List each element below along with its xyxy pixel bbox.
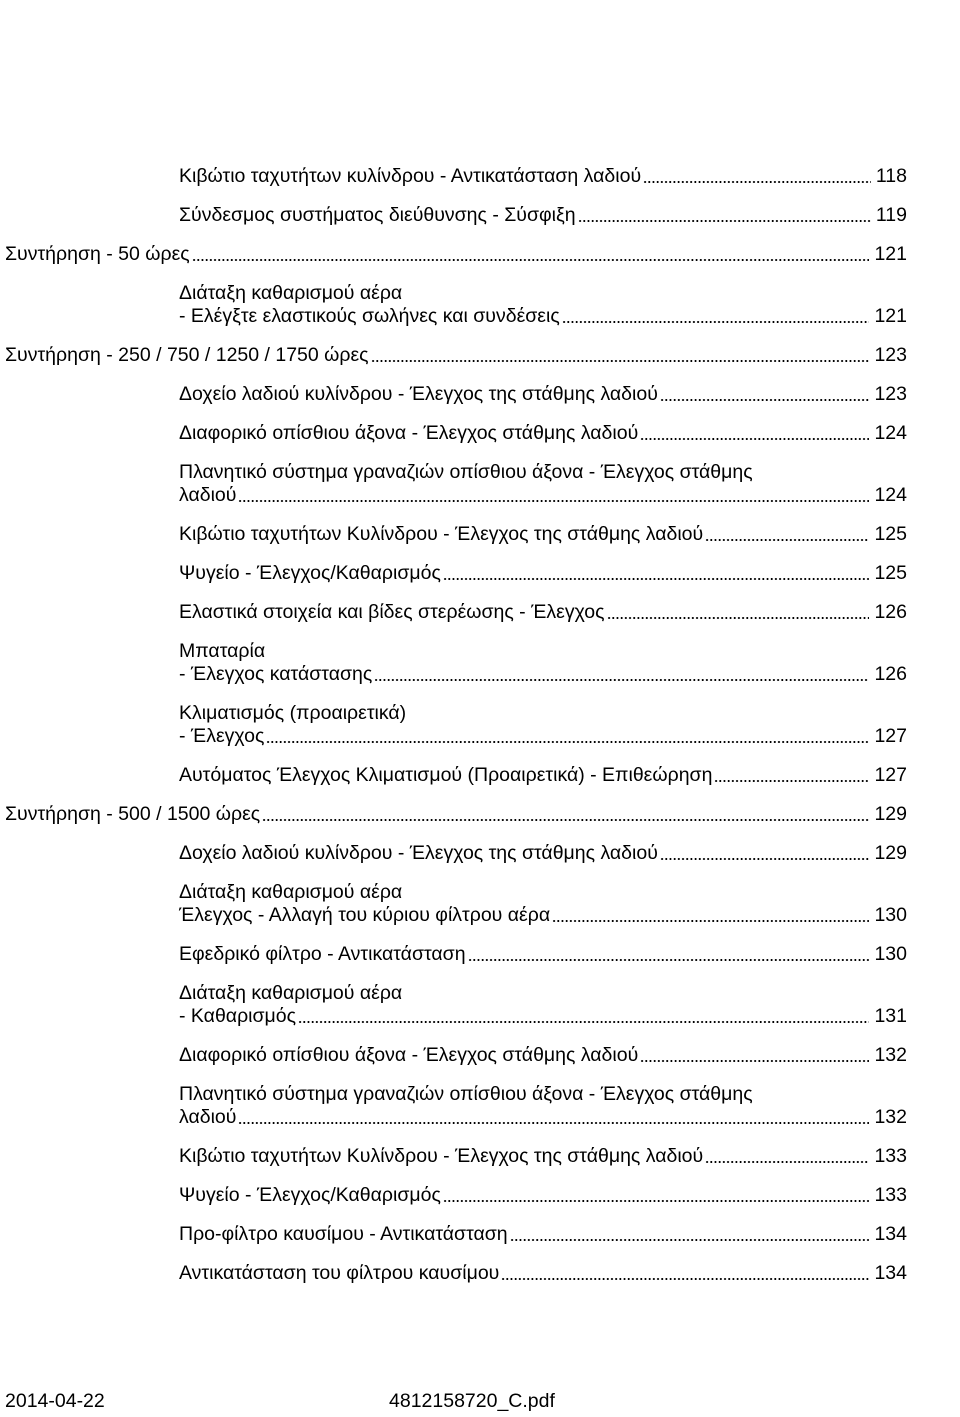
toc-entry[interactable] <box>179 1184 907 1207</box>
toc-entry[interactable] <box>179 764 907 787</box>
toc-page-number: 130 <box>874 943 907 965</box>
toc-page-number: 118 <box>875 165 907 187</box>
toc-page-number: 129 <box>874 803 907 825</box>
toc-page-number: 124 <box>874 484 907 506</box>
dot-leader <box>443 578 870 580</box>
toc-entry-title: Κιβώτιο ταχυτήτων Κυλίνδρου - Έλεγχος της στάθμης λαδιού <box>179 523 704 545</box>
dot-leader <box>562 321 870 323</box>
toc-entry-title: - Έλεγχος κατάστασης <box>179 663 373 685</box>
dot-leader <box>714 780 869 782</box>
toc-entry-title-line: Μπαταρία <box>179 640 266 662</box>
toc-section-entry[interactable] <box>5 243 907 266</box>
toc-page-number: 123 <box>874 344 907 366</box>
toc-page-number: 123 <box>874 383 907 405</box>
toc-entry[interactable] <box>179 1044 907 1067</box>
dot-leader <box>501 1278 869 1280</box>
toc-page-number: 125 <box>874 523 907 545</box>
toc-entry-title: - Έλεγχος <box>179 725 265 747</box>
footer-filename: 4812158720_C.pdf <box>389 1390 555 1412</box>
toc-entry-title: λαδιού <box>179 1106 237 1128</box>
dot-leader <box>640 1060 869 1062</box>
toc-entry[interactable] <box>179 601 907 624</box>
dot-leader <box>238 1122 869 1124</box>
toc-page-number: 124 <box>874 422 907 444</box>
toc-entry[interactable] <box>179 1145 907 1168</box>
toc-entry-title: Ελαστικά στοιχεία και βίδες στερέωσης - Έλεγχος <box>179 601 605 623</box>
toc-entry-title: Συντήρηση - 250 / 750 / 1250 / 1750 ώρες <box>5 344 369 366</box>
toc-entry-title: Σύνδεσμος συστήματος διεύθυνσης - Σύσφιξη <box>179 204 576 226</box>
dot-leader <box>552 920 869 922</box>
toc-entry-title: Δοχείο λαδιού κυλίνδρου - Έλεγχος της στάθμης λαδιού <box>179 383 658 405</box>
toc-entry-title: λαδιού <box>179 484 237 506</box>
dot-leader <box>238 500 869 502</box>
toc-entry[interactable] <box>179 1083 907 1129</box>
toc-section-entry[interactable] <box>5 803 907 826</box>
toc-entry-title: Συντήρηση - 500 / 1500 ώρες <box>5 803 261 825</box>
toc-page-number: 132 <box>874 1106 907 1128</box>
toc-entry[interactable] <box>179 881 907 927</box>
toc-page-number: 125 <box>874 562 907 584</box>
dot-leader <box>266 741 869 743</box>
toc-entry-title-line: Διάταξη καθαρισμού αέρα <box>179 282 403 304</box>
toc-entry-title: Κιβώτιο ταχυτήτων Κυλίνδρου - Έλεγχος της στάθμης λαδιού <box>179 1145 704 1167</box>
toc-entry-title: Ψυγείο - Έλεγχος/Καθαρισμός <box>179 1184 441 1206</box>
dot-leader <box>510 1239 870 1241</box>
toc-entry-title-line: Κλιματισμός (προαιρετικά) <box>179 702 407 724</box>
toc-entry-title-line: Πλανητικό σύστημα γραναζιών οπίσθιου άξονα - Έλεγχος στάθμης <box>179 1083 753 1105</box>
toc-entry[interactable] <box>179 523 907 546</box>
toc-page-number: 130 <box>874 904 907 926</box>
toc-entry[interactable] <box>179 640 907 686</box>
toc-entry-title: Κιβώτιο ταχυτήτων κυλίνδρου - Αντικατάσταση λαδιού <box>179 165 642 187</box>
toc-entry-title: Διαφορικό οπίσθιου άξονα - Έλεγχος στάθμης λαδιού <box>179 422 639 444</box>
toc-entry[interactable] <box>179 943 907 966</box>
toc-page-number: 134 <box>874 1223 907 1245</box>
toc-entry-title-line: Διάταξη καθαρισμού αέρα <box>179 881 403 903</box>
dot-leader <box>578 220 871 222</box>
toc-page-number: 126 <box>874 601 907 623</box>
toc-entry[interactable] <box>179 461 907 507</box>
toc-entry-title: Ψυγείο - Έλεγχος/Καθαρισμός <box>179 562 441 584</box>
toc-entry-title-line: Πλανητικό σύστημα γραναζιών οπίσθιου άξονα - Έλεγχος στάθμης <box>179 461 753 483</box>
toc-page-number: 131 <box>874 1005 907 1027</box>
dot-leader <box>640 438 869 440</box>
toc-page-number: 132 <box>874 1044 907 1066</box>
toc-entry-title: Αντικατάσταση του φίλτρου καυσίμου <box>179 1262 500 1284</box>
toc-page-number: 126 <box>874 663 907 685</box>
dot-leader <box>705 1161 869 1163</box>
toc-page-number: 129 <box>874 842 907 864</box>
dot-leader <box>298 1021 869 1023</box>
toc-entry-title: Εφεδρικό φίλτρο - Αντικατάσταση <box>179 943 466 965</box>
toc-page-number: 133 <box>874 1145 907 1167</box>
toc-page-number: 133 <box>874 1184 907 1206</box>
dot-leader <box>371 360 870 362</box>
dot-leader <box>468 959 870 961</box>
toc-page-number: 121 <box>874 243 907 265</box>
toc-entry-title: Συντήρηση - 50 ώρες <box>5 243 190 265</box>
toc-entry-title-line: Διάταξη καθαρισμού αέρα <box>179 982 403 1004</box>
dot-leader <box>262 819 869 821</box>
toc-entry[interactable] <box>179 282 907 328</box>
toc-entry[interactable] <box>179 702 907 748</box>
toc-entry-title: - Ελέγξτε ελαστικούς σωλήνες και συνδέσεις <box>179 305 560 327</box>
toc-entry[interactable] <box>179 383 907 406</box>
toc-entry[interactable] <box>179 982 907 1028</box>
toc-entry[interactable] <box>179 422 907 445</box>
toc-entry-title: Έλεγχος - Αλλαγή του κύριου φίλτρου αέρα <box>179 904 551 926</box>
toc-entry[interactable] <box>179 165 907 188</box>
dot-leader <box>660 858 870 860</box>
dot-leader <box>374 679 869 681</box>
toc-entry-title: Αυτόματος Έλεγχος Κλιματισμού (Προαιρετικά) - Επιθεώρηση <box>179 764 713 786</box>
toc-entry[interactable] <box>179 1223 907 1246</box>
toc-page-number: 127 <box>874 725 907 747</box>
toc-entry[interactable] <box>179 1262 907 1285</box>
dot-leader <box>705 539 869 541</box>
toc-page-number: 127 <box>874 764 907 786</box>
toc-page-number: 119 <box>875 204 907 226</box>
dot-leader <box>660 399 870 401</box>
toc-page-number: 134 <box>874 1262 907 1284</box>
dot-leader <box>607 617 870 619</box>
dot-leader <box>643 181 871 183</box>
toc-entry-title: Διαφορικό οπίσθιου άξονα - Έλεγχος στάθμης λαδιού <box>179 1044 639 1066</box>
dot-leader <box>192 259 870 261</box>
toc-entry-title: Προ-φίλτρο καυσίμου - Αντικατάσταση <box>179 1223 508 1245</box>
toc-entry-title: Δοχείο λαδιού κυλίνδρου - Έλεγχος της στάθμης λαδιού <box>179 842 658 864</box>
toc-entry-title: - Καθαρισμός <box>179 1005 297 1027</box>
dot-leader <box>443 1200 870 1202</box>
toc-entry[interactable] <box>179 842 907 865</box>
toc-entry[interactable] <box>179 204 907 227</box>
toc-section-entry[interactable] <box>5 344 907 367</box>
footer-date: 2014-04-22 <box>5 1390 105 1412</box>
toc-page-number: 121 <box>874 305 907 327</box>
toc-entry[interactable] <box>179 562 907 585</box>
